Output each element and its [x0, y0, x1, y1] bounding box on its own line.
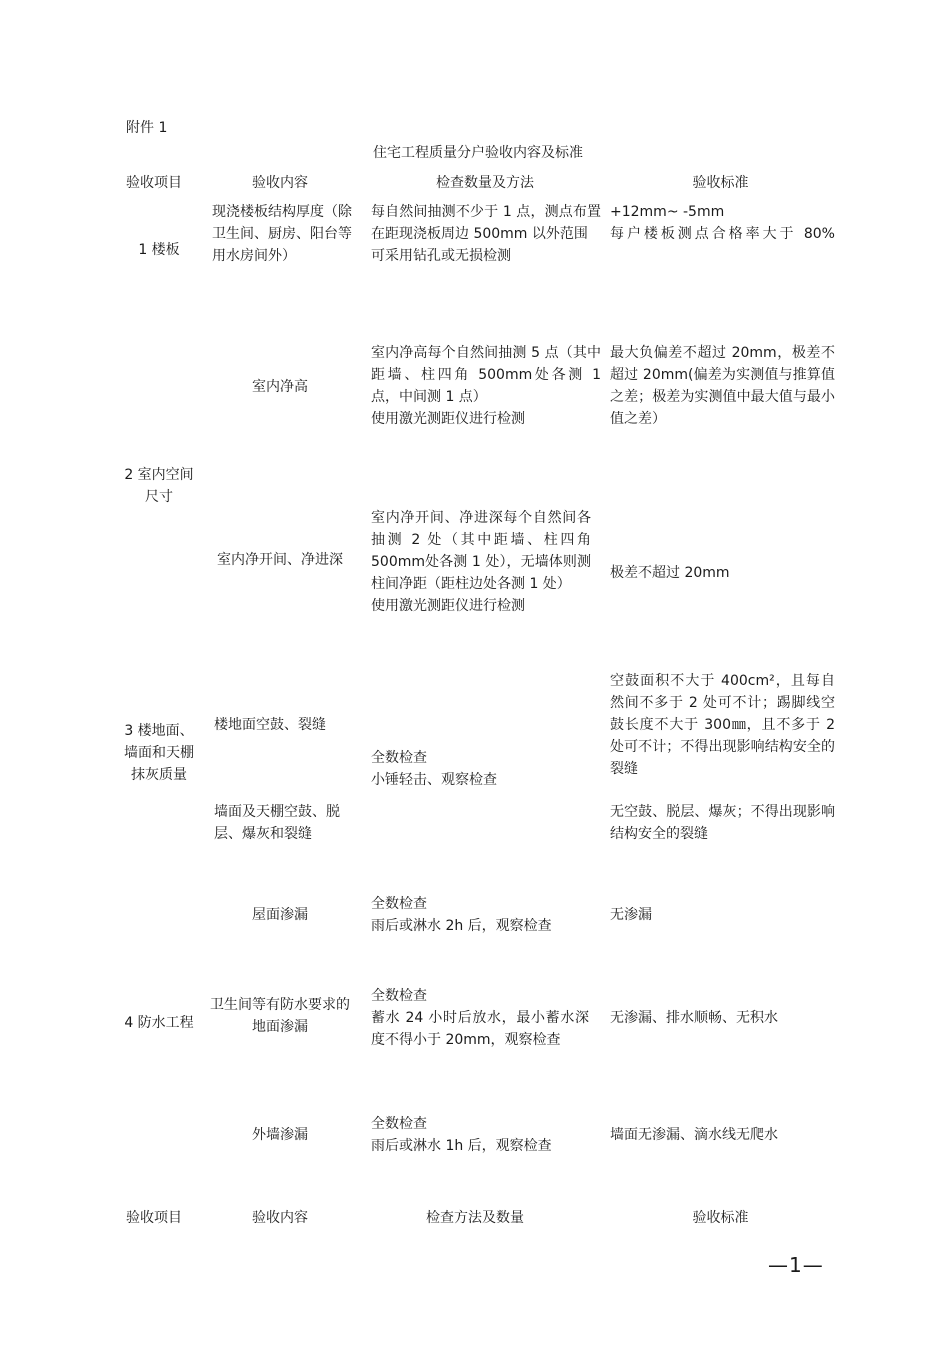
- method-indoor-height: [371, 342, 601, 430]
- method-line: 全数检查: [371, 1116, 427, 1132]
- footer-header-method: 检查方法及数量: [426, 1210, 524, 1226]
- footer-header-content: 验收内容: [252, 1210, 308, 1226]
- method-line: 使用激光测距仪进行检测: [371, 598, 525, 614]
- item-indoor-space: 2 室内空间尺寸: [124, 467, 194, 505]
- header-content: 验收内容: [252, 175, 308, 191]
- method-line: 雨后或淋水 2h 后，观察检查: [371, 918, 552, 934]
- document-title: 住宅工程质量分户验收内容及标准: [373, 145, 583, 161]
- content-exterior-wall-leak: 外墙渗漏: [252, 1127, 308, 1143]
- method-roof-leak: [371, 893, 601, 937]
- standard-exterior-wall-leak: 墙面无渗漏、滴水线无爬水: [610, 1127, 778, 1143]
- standard-indoor-bay: 极差不超过 20mm: [610, 565, 730, 581]
- method-line: 雨后或淋水 1h 后，观察检查: [371, 1138, 552, 1154]
- method-indoor-bay: [371, 507, 591, 617]
- content-roof-leak: 屋面渗漏: [252, 907, 308, 923]
- standard-indoor-height: 最大负偏差不超过 20mm，极差不超过 20mm(偏差为实测值与推算值之差；极差为实测值中最大值与最小值之差）: [610, 345, 835, 427]
- content-indoor-bay: 室内净开间、净进深: [217, 552, 343, 568]
- method-exterior-wall-leak: [371, 1113, 601, 1157]
- item-waterproofing: 4 防水工程: [124, 1015, 194, 1031]
- content-indoor-height: 室内净高: [252, 379, 308, 395]
- method-line: 室内净开间、净进深每个自然间各抽测 2 处（其中距墙、柱四角 500mm处各测 1 处），无墙体则测柱间净距（距柱边处各测 1 处）: [371, 510, 591, 592]
- page-number: —1—: [768, 1253, 824, 1277]
- header-method: 检查数量及方法: [436, 175, 534, 191]
- method-line: 全数检查: [371, 988, 427, 1004]
- standard-bathroom-leak: 无渗漏、排水顺畅、无积水: [610, 1010, 778, 1026]
- standard-roof-leak: 无渗漏: [610, 907, 652, 923]
- method-line: 每自然间抽测不少于 1 点，测点布置在距现浇板周边 500mm 以外范围: [371, 204, 601, 242]
- method-slab-thickness: [371, 201, 601, 267]
- item-floor-slab: 1 楼板: [138, 242, 180, 258]
- content-slab-thickness: 现浇楼板结构厚度（除卫生间、厨房、阳台等用水房间外）: [212, 204, 352, 264]
- method-line: 可采用钻孔或无损检测: [371, 248, 511, 264]
- method-plaster-quality: [371, 747, 601, 791]
- standard-line: 每户楼板测点合格率大于 80%: [610, 226, 835, 242]
- item-plaster-quality: 3 楼地面、墙面和天棚抹灰质量: [124, 723, 194, 783]
- header-item: 验收项目: [126, 175, 182, 191]
- method-line: 全数检查: [371, 896, 427, 912]
- method-bathroom-leak: [371, 985, 589, 1051]
- method-line: 小锤轻击、观察检查: [371, 772, 497, 788]
- method-line: 使用激光测距仪进行检测: [371, 411, 525, 427]
- standard-line: +12mm~ -5mm: [610, 204, 725, 220]
- method-line: 全数检查: [371, 750, 427, 766]
- method-line: 蓄水 24 小时后放水，最小蓄水深度不得小于 20mm，观察检查: [371, 1010, 589, 1048]
- content-floor-hollow: 楼地面空鼓、裂缝: [214, 717, 326, 733]
- content-wall-ceiling-hollow: 墙面及天棚空鼓、脱层、爆灰和裂缝: [214, 804, 340, 842]
- footer-header-item: 验收项目: [126, 1210, 182, 1226]
- content-bathroom-leak: 卫生间等有防水要求的地面渗漏: [210, 997, 350, 1035]
- header-standard: 验收标准: [692, 175, 749, 191]
- method-line: 室内净高每个自然间抽测 5 点（其中距墙、柱四角 500mm处各测 1 点，中间测 1 点）: [371, 345, 601, 405]
- standard-wall-ceiling-hollow: 无空鼓、脱层、爆灰；不得出现影响结构安全的裂缝: [610, 804, 835, 842]
- footer-header-standard: 验收标准: [692, 1210, 749, 1226]
- standard-floor-hollow: 空鼓面积不大于 400cm²，且每自然间不多于 2 处可不计；踢脚线空鼓长度不大于 300㎜，且不多于 2 处可不计；不得出现影响结构安全的裂缝: [610, 673, 835, 777]
- standard-slab-thickness: [610, 201, 835, 245]
- attachment-label: 附件 1: [126, 120, 168, 136]
